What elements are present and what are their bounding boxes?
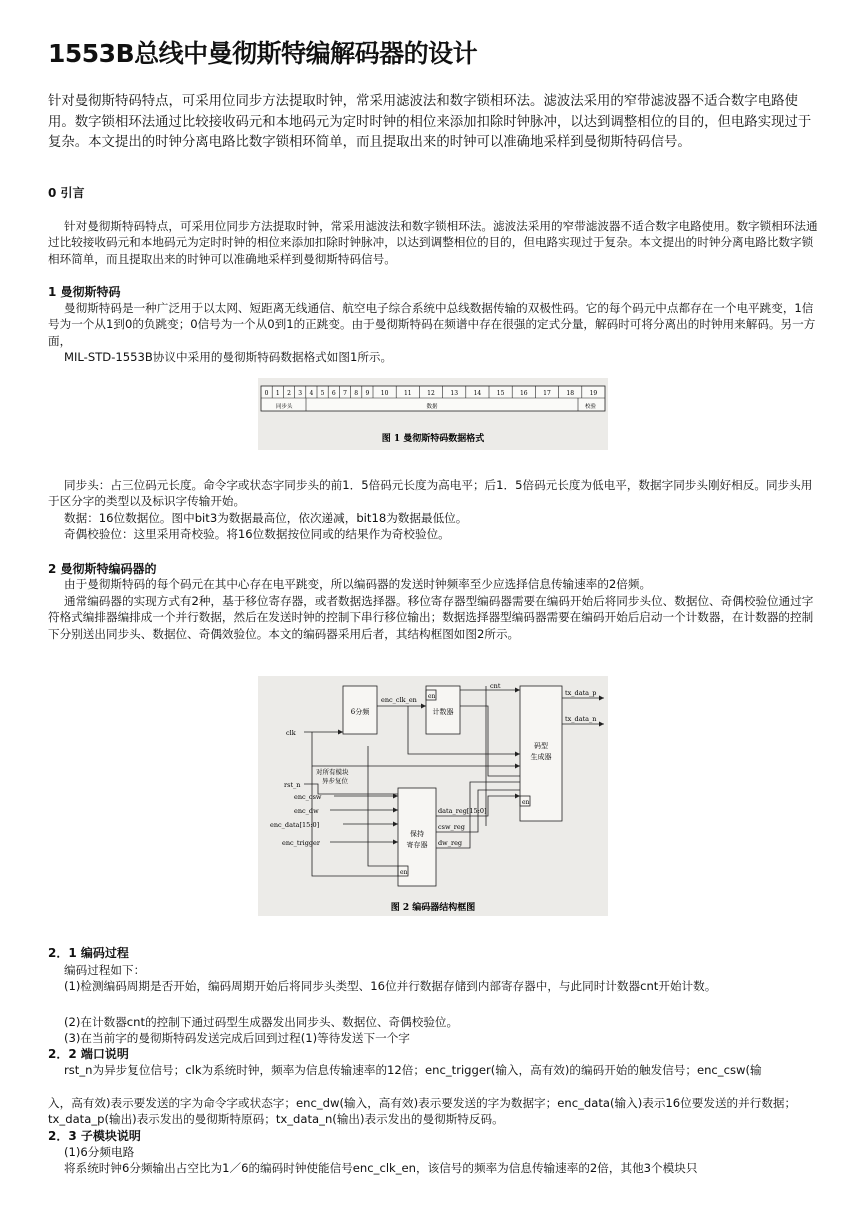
manchester-para-2: MIL-STD-1553B协议中采用的曼彻斯特码数据格式如图1所示。	[64, 350, 393, 364]
bit-number: 9	[365, 390, 370, 397]
data-reg-label: data_reg[15:0]	[438, 807, 487, 815]
heading-manchester: 1 曼彻斯特码	[48, 285, 121, 299]
register-label-2: 寄存器	[406, 841, 428, 849]
submodule-item-1: (1)6分频电路	[64, 1145, 135, 1159]
cnt-label: cnt	[490, 682, 501, 690]
register-label-1: 保持	[410, 830, 424, 838]
figure-2	[258, 676, 608, 916]
manchester-para-1: 曼彻斯特码是一种广泛用于以太网、短距离无线通信、航空电子综合系统中总线数据传输的双极性码。它的每个码元中点都存在一个电平跳变，1信号为一个从1到0的负跳变；0信号为一个从0到1的正跳变。由于曼彻斯特码在频谱中存在很强的定式分量，解码时可将分离出的时钟用来解码。另一方面，	[48, 301, 816, 348]
bit-number: 8	[354, 390, 359, 397]
enc-dw-label: enc_dw	[294, 807, 319, 815]
page-title: 1553B总线中曼彻斯特编解码器的设计	[48, 39, 478, 68]
bit-number: 13	[450, 390, 459, 397]
encoder-para-2: 通常编码器的实现方式有2种，基于移位寄存器，或者数据选择器。移位寄存器型编码器需要在编码开始后将同步头位、数据位、奇偶校验位通过字符格式编排器编排成一个并行数据，然后在发送时钟的控制下串行移位输出；数据选择器型编码器需要在编码开始后启动一个计数器，在计数器的控制下分别送出同步头、数据位、奇偶效验位。本文的编码器采用后者，其结构框图如图2所示。	[48, 594, 814, 641]
bit-number: 19	[589, 390, 598, 397]
bit-number: 3	[298, 390, 303, 397]
bit-number: 14	[473, 390, 482, 397]
data-description: 数据：16位数据位。图中bit3为数据最高位，依次递减，bit18为数据最低位。	[64, 511, 468, 525]
abstract: 针对曼彻斯特码特点，可采用位同步方法提取时钟，常采用滤波法和数字锁相环法。滤波法采用的窄带滤波器不适合数字电路使用。数字锁相环法通过比较接收码元和本地码元为定时时钟的相位来添加扣除时钟脉冲，以达到调整相位的目的，但电路实现过于复杂。本文提出的时钟分离电路比数字锁相环简单，而且提取出来的时钟可以准确地采样到曼彻斯特码信号。	[48, 94, 812, 150]
heading-encoder: 2 曼彻斯特编码器的	[48, 562, 157, 576]
counter-en-label: en	[428, 693, 436, 700]
process-intro: 编码过程如下：	[64, 963, 146, 977]
submodule-text-1: 将系统时钟6分频输出占空比为1／6的编码时钟使能信号enc_clk_en，该信号的频率为信息传输速率的2倍，其他3个模块只	[64, 1161, 698, 1175]
process-step-1: (1)检测编码周期是否开始，编码周期开始后将同步头类型、16位并行数据存储到内部寄存器中，与此同时计数器cnt开始计数。	[64, 979, 717, 993]
bit-number: 11	[403, 390, 412, 397]
field-parity-label: 校验	[585, 404, 597, 410]
bit-number: 10	[380, 390, 389, 397]
sync-description: 同步头：占三位码元长度。命令字或状态字同步头的前1．5倍码元长度为高电平；后1．5倍码元长度为低电平，数据字同步头刚好相反。同步头用于区分字的类型以及标识字传输开始。	[48, 478, 813, 509]
bit-number: 1	[275, 390, 280, 397]
tx-data-p-label: tx_data_p	[565, 689, 597, 697]
field-sync-label: 同步头	[276, 404, 293, 410]
heading-encoding-process: 2．1 编码过程	[48, 946, 129, 960]
encoder-para-1: 由于曼彻斯特码的每个码元在其中心存在电平跳变，所以编码器的发送时钟频率至少应选择信息传输速率的2倍频。	[64, 577, 652, 591]
tx-data-n-label: tx_data_n	[565, 715, 597, 723]
register-en-label: en	[400, 869, 408, 876]
generator-label-1: 码型	[534, 742, 548, 750]
process-step-2: (2)在计数器cnt的控制下通过码型生成器发出同步头、数据位、奇偶校验位。	[64, 1015, 459, 1029]
bit-number: 6	[331, 390, 336, 397]
reset-note-1: 对所有模块	[316, 768, 349, 776]
divider-label: 6分频	[350, 708, 370, 716]
reset-note-2: 异步复位	[322, 777, 348, 785]
figure-1	[258, 378, 608, 450]
bit-number: 15	[496, 390, 505, 397]
field-data-label: 数据	[426, 404, 438, 410]
figure-2-caption: 图 2 编码器结构框图	[390, 903, 476, 913]
bit-number: 17	[543, 390, 551, 397]
dw-reg-label: dw_reg	[438, 839, 463, 847]
counter-label: 计数器	[432, 708, 454, 716]
bit-number: 7	[343, 390, 347, 397]
enc-csw-label: enc_csw	[294, 793, 322, 801]
heading-ports: 2．2 端口说明	[48, 1047, 129, 1061]
generator-en-label: en	[522, 799, 530, 806]
heading-submodules: 2．3 子模块说明	[48, 1129, 141, 1143]
bit-number: 4	[309, 390, 314, 397]
enc-data-label: enc_data[15:0]	[270, 821, 320, 829]
rst-n-label: rst_n	[284, 781, 301, 789]
figure-1-caption: 图 1 曼彻斯特码数据格式	[381, 434, 485, 444]
intro-text: 针对曼彻斯特码特点，可采用位同步方法提取时钟，常采用滤波法和数字锁相环法。滤波法采用的窄带滤波器不适合数字电路使用。数字锁相环法通过比较接收码元和本地码元为定时时钟的相位来添加扣除时钟脉冲，以达到调整相位的目的，但电路实现过于复杂。本文提出的时钟分离电路比数字锁相环简单，而且提取出来的时钟可以准确地采样到曼彻斯特码信号。	[48, 219, 818, 266]
ports-text-1: rst_n为异步复位信号；clk为系统时钟，频率为信息传输速率的12倍；enc_trigger(输入，高有效)的编码开始的触发信号；enc_csw(输	[64, 1063, 762, 1077]
bit-number: 16	[519, 390, 528, 397]
bit-number: 12	[427, 390, 435, 397]
parity-description: 奇偶校验位：这里采用奇校验。将16位数据按位同或的结果作为奇校验位。	[64, 527, 450, 541]
heading-intro: 0 引言	[48, 186, 85, 200]
bit-number: 18	[566, 390, 575, 397]
csw-reg-label: csw_reg	[438, 823, 465, 831]
generator-label-2: 生成器	[530, 753, 552, 761]
process-step-3: (3)在当前字的曼彻斯特码发送完成后回到过程(1)等待发送下一个字	[64, 1031, 410, 1045]
enc-trigger-label: enc_trigger	[282, 839, 320, 847]
ports-text-2: 入，高有效)表示要发送的字为命令字或状态字；enc_dw(输入，高有效)表示要发送的字为数据字；enc_data(输入)表示16位要发送的并行数据；tx_data_p(输出)表示发出的曼彻斯特原码；tx_data_n(输出)表示发出的曼彻斯特反码。	[48, 1096, 797, 1127]
clk-label: clk	[286, 729, 296, 737]
bit-number: 0	[264, 390, 269, 397]
bit-number: 5	[320, 390, 325, 397]
enc-clk-en-label: enc_clk_en	[381, 696, 417, 704]
bit-number: 2	[287, 390, 291, 397]
